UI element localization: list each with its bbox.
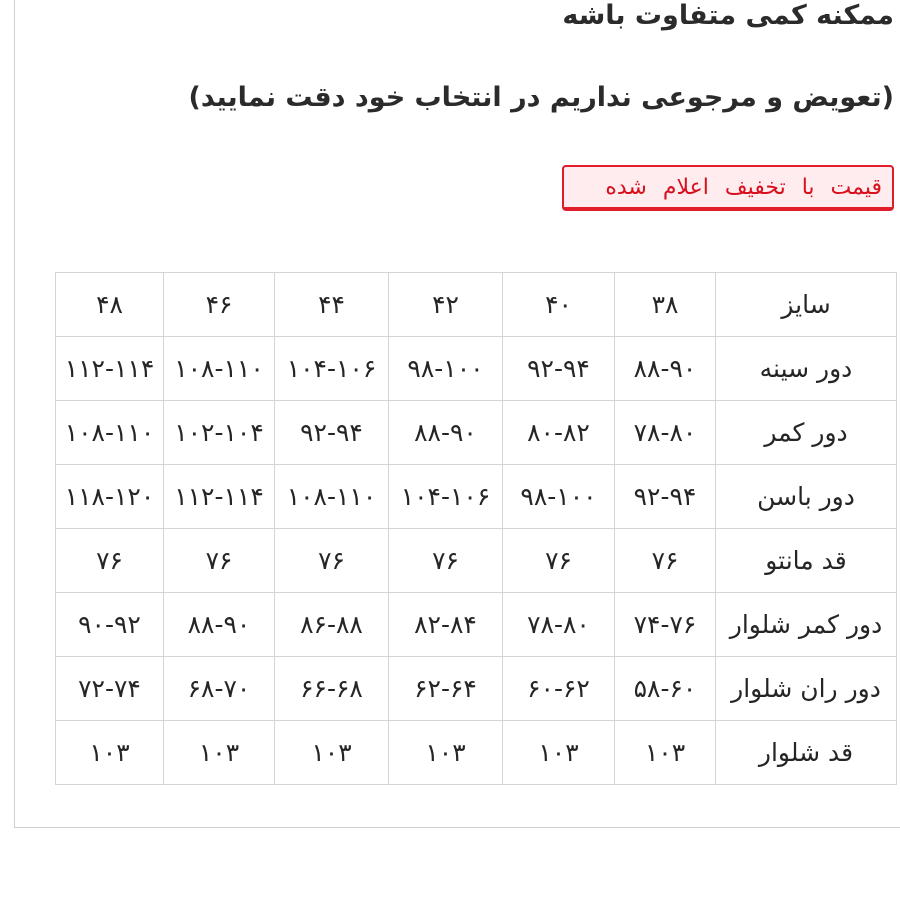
- table-cell: ۹۰-۹۲: [56, 593, 164, 657]
- discount-price-badge: [562, 165, 894, 211]
- table-cell: ۱۰۳: [503, 721, 615, 785]
- table-cell: ۷۶: [615, 529, 716, 593]
- table-row: [56, 465, 897, 529]
- table-cell: ۱۰۳: [164, 721, 275, 785]
- table-cell: ۱۰۴-۱۰۶: [389, 465, 503, 529]
- table-cell: ۹۸-۱۰۰: [503, 465, 615, 529]
- table-cell: ۱۱۲-۱۱۴: [164, 465, 275, 529]
- table-cell: ۶۸-۷۰: [164, 657, 275, 721]
- table-row: [56, 721, 897, 785]
- table-cell: ۱۰۸-۱۱۰: [275, 465, 389, 529]
- row-label-coat-length: قد مانتو: [716, 529, 897, 593]
- row-label-thigh: دور ران شلوار: [716, 657, 897, 721]
- table-row: [56, 401, 897, 465]
- table-row: [56, 657, 897, 721]
- table-cell: ۷۶: [389, 529, 503, 593]
- table-cell: ۸۸-۹۰: [615, 337, 716, 401]
- row-label-chest: دور سینه: [716, 337, 897, 401]
- table-cell: ۷۶: [503, 529, 615, 593]
- notice-line-no-returns: (تعویض و مرجوعی نداریم در انتخاب خود دقت نمایید): [188, 82, 894, 113]
- table-cell: ۱۱۲-۱۱۴: [56, 337, 164, 401]
- table-cell: ۱۰۲-۱۰۴: [164, 401, 275, 465]
- table-cell: ۷۶: [275, 529, 389, 593]
- table-cell: ۸۸-۹۰: [164, 593, 275, 657]
- row-label-pants-waist: دور کمر شلوار: [716, 593, 897, 657]
- table-cell: ۱۰۸-۱۱۰: [164, 337, 275, 401]
- table-cell: ۱۰۳: [615, 721, 716, 785]
- table-cell: ۷۲-۷۴: [56, 657, 164, 721]
- row-label-hip: دور باسن: [716, 465, 897, 529]
- notice-line-variation: ممکنه کمی متفاوت باشه: [562, 0, 894, 31]
- table-cell: ۹۲-۹۴: [275, 401, 389, 465]
- table-cell: ۸۸-۹۰: [389, 401, 503, 465]
- table-cell: ۸۰-۸۲: [503, 401, 615, 465]
- row-label-waist: دور کمر: [716, 401, 897, 465]
- table-cell: ۱۰۳: [389, 721, 503, 785]
- table-cell: ۷۸-۸۰: [615, 401, 716, 465]
- header-cell-size-value: ۴۸: [56, 273, 164, 337]
- discount-price-label: قیمت با تخفیف اعلام شده: [605, 174, 882, 200]
- table-cell: ۱۰۴-۱۰۶: [275, 337, 389, 401]
- table-cell: ۹۲-۹۴: [503, 337, 615, 401]
- table-cell: ۶۰-۶۲: [503, 657, 615, 721]
- table-cell: ۸۲-۸۴: [389, 593, 503, 657]
- table-cell: ۱۱۸-۱۲۰: [56, 465, 164, 529]
- table-cell: ۸۶-۸۸: [275, 593, 389, 657]
- table-cell: ۷۸-۸۰: [503, 593, 615, 657]
- table-cell: ۶۲-۶۴: [389, 657, 503, 721]
- table-row: [56, 337, 897, 401]
- table-cell: ۵۸-۶۰: [615, 657, 716, 721]
- table-header-row: [56, 273, 897, 337]
- header-cell-size-value: ۴۶: [164, 273, 275, 337]
- header-cell-size-value: ۴۰: [503, 273, 615, 337]
- table-cell: ۷۴-۷۶: [615, 593, 716, 657]
- row-label-pants-length: قد شلوار: [716, 721, 897, 785]
- table-cell: ۶۶-۶۸: [275, 657, 389, 721]
- table-cell: ۱۰۳: [275, 721, 389, 785]
- table-cell: ۷۶: [56, 529, 164, 593]
- table-cell: ۱۰۳: [56, 721, 164, 785]
- table-cell: ۹۸-۱۰۰: [389, 337, 503, 401]
- table-row: [56, 593, 897, 657]
- header-cell-size-value: ۴۲: [389, 273, 503, 337]
- header-cell-size-value: ۳۸: [615, 273, 716, 337]
- table-cell: ۹۲-۹۴: [615, 465, 716, 529]
- table-row: [56, 529, 897, 593]
- table-cell: ۱۰۸-۱۱۰: [56, 401, 164, 465]
- header-cell-size-value: ۴۴: [275, 273, 389, 337]
- size-chart-table: [55, 272, 897, 785]
- table-cell: ۷۶: [164, 529, 275, 593]
- header-cell-size: سایز: [716, 273, 897, 337]
